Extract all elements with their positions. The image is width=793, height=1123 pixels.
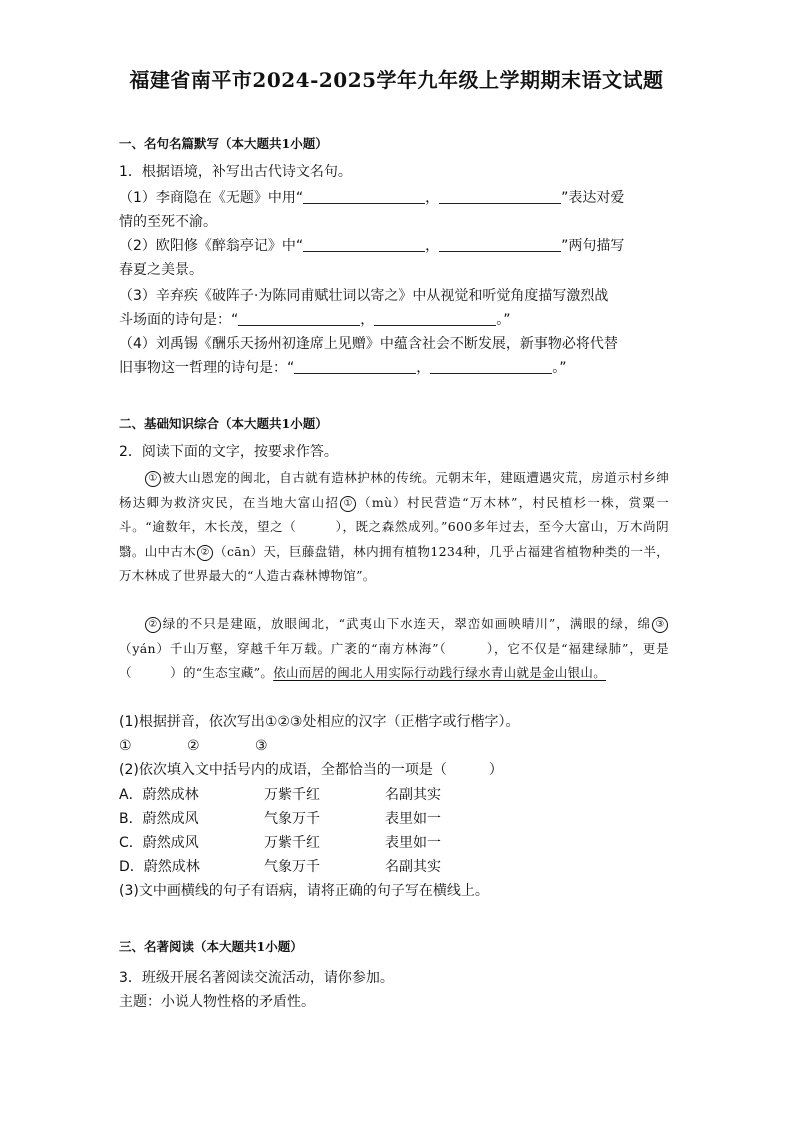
answer-blank[interactable] (430, 357, 552, 374)
q3-stem: 3．班级开展名著阅读交流活动，请你参加。 (119, 970, 394, 986)
section-heading-2: 二、基础知识综合（本大题共1小题） (119, 416, 328, 431)
q1-part3-line1: （3）辛弃疾《破阵子·为陈同甫赋壮词以寄之》中从视觉和听觉角度描写激烈战 (119, 288, 609, 304)
answer-label-3: ③ (255, 738, 268, 754)
circled-number-3: ③ (652, 617, 668, 633)
answer-blank[interactable] (439, 235, 561, 252)
underlined-sentence: 依山而居的闽北人用实际行动践行绿水青山就是金山银山。 (273, 665, 606, 680)
answer-label-2: ② (187, 738, 200, 754)
answer-blank[interactable] (238, 309, 360, 326)
q1-stem: 1．根据语境，补写出古代诗文名句。 (119, 164, 352, 180)
q1-part3-line2: 斗场面的诗句是：“ ， 。” (119, 308, 679, 332)
q1-part4-line1: （4）刘禹锡《酬乐天扬州初逢席上见赠》中蕴含社会不断发展，新事物必将代替 (119, 336, 618, 352)
q3-theme: 主题：小说人物性格的矛盾性。 (119, 994, 315, 1010)
q1-part4-line2: 旧事物这一哲理的诗句是：“ ， 。” (119, 356, 679, 380)
option-a[interactable]: A．蔚然成林 万紫千红 名副其实 (119, 787, 441, 803)
q2-sub3: (3)文中画横线的句子有语病，请将正确的句子写在横线上。 (119, 883, 489, 899)
section-heading-3: 三、名著阅读（本大题共1小题） (119, 939, 303, 954)
option-c[interactable]: C．蔚然成风 万紫千红 表里如一 (119, 835, 441, 851)
q2-sub1: (1)根据拼音，依次写出①②③处相应的汉字（正楷字或行楷字）。 (119, 714, 520, 730)
q2-sub1-answers (119, 734, 679, 758)
page-title: 福建省南平市2024-2025学年九年级上学期期末语文试题 (129, 68, 664, 92)
circled-number-2: ② (145, 617, 161, 633)
q1-part2-line1: （2）欧阳修《醉翁亭记》中“ ， ”两句描写 (119, 234, 679, 258)
q2-stem: 2．阅读下面的文字，按要求作答。 (119, 444, 338, 460)
answer-label-1: ① (119, 738, 132, 754)
answer-blank[interactable] (303, 187, 425, 204)
answer-blank[interactable] (374, 309, 496, 326)
q1-part2-line2: 春夏之美景。 (119, 262, 203, 278)
section-heading-1: 一、名句名篇默写（本大题共1小题） (119, 136, 328, 151)
answer-blank[interactable] (303, 235, 425, 252)
q1-part1-line2: 情的至死不渝。 (119, 214, 217, 230)
answer-blank[interactable] (294, 357, 416, 374)
q1-part1-line1: （1）李商隐在《无题》中用“ ， ”表达对爱 (119, 186, 679, 210)
circled-number-1: ① (145, 471, 161, 487)
passage-paragraph-2: ② 绿的不只是建瓯，放眼闽北，“武夷山下水连天，翠峦如画映晴川”，满眼的绿，绵 ③（yán）千山万壑，穿越千年万载。广袤的“南方林海”（ ），它不仅是“福建绿肺”，更是（ ）的“生态宝藏”。依山而居的闽北人用实际行动践行绿水青山就是金山银山。 (119, 616, 669, 680)
answer-blank[interactable] (439, 187, 561, 204)
passage-paragraph-1: ① 被大山恩宠的闽北，自古就有造林护林的传统。元朝末年，建瓯遭遇灾荒，房道示村乡绅杨达卿为救济灾民，在当地大富山招 ① （mù）村民营造“万木林”，村民植杉一株，赏粟一斗。“逾数年，木长茂，望之（ ），既之森然成列。”600多年过去，至今大富山，万木尚阴翳。山中古木 ② （cān）天，巨藤盘错，林内拥有植物1234种，几乎占福建省植物种类的一半，万木林成了世界最大的“人造古森林博物馆”。 (119, 470, 669, 583)
circled-number-2: ② (197, 545, 213, 561)
option-b[interactable]: B．蔚然成风 气象万千 表里如一 (119, 811, 441, 827)
q2-sub2: (2)依次填入文中括号内的成语，全都恰当的一项是（ ） (119, 762, 503, 778)
circled-number-1: ① (340, 496, 356, 512)
option-d[interactable]: D．蔚然成林 气象万千 名副其实 (119, 859, 441, 875)
